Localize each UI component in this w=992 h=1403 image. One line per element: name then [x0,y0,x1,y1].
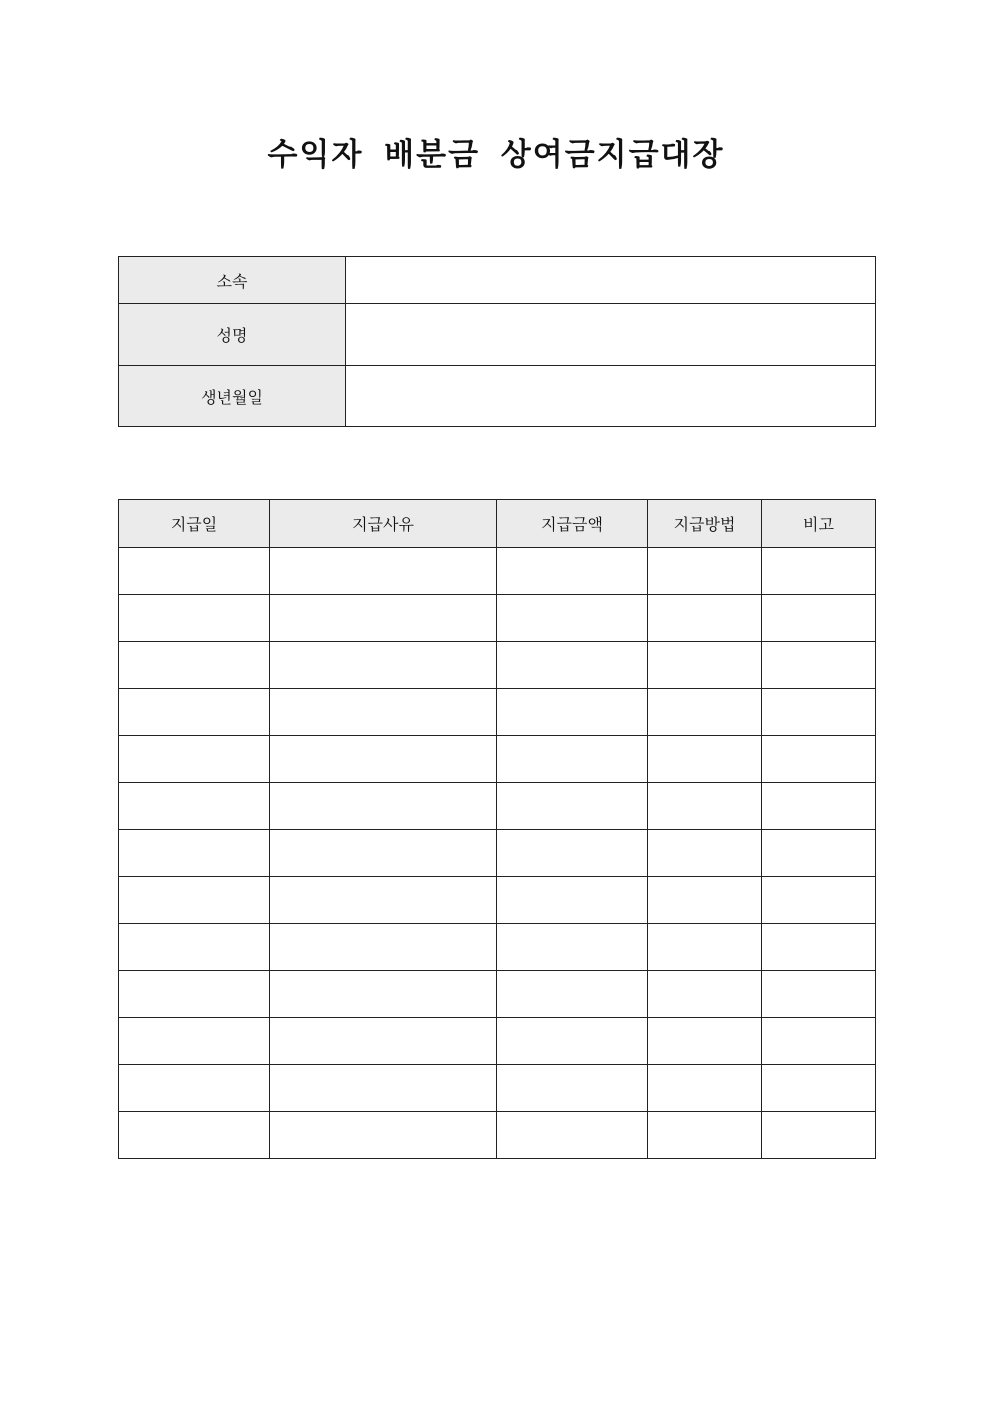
table-row [119,1065,876,1112]
remarks-cell[interactable] [762,1065,876,1112]
payment-amount-cell[interactable] [497,1018,648,1065]
payment-method-cell[interactable] [648,642,762,689]
payment-amount-cell[interactable] [497,971,648,1018]
table-row [119,1112,876,1159]
table-row [119,595,876,642]
table-row [119,830,876,877]
payment-ledger-table [118,499,876,1159]
payment-amount-cell[interactable] [497,830,648,877]
personal-info-table [118,256,876,427]
payment-amount-cell[interactable] [497,689,648,736]
affiliation-label: 소속 [119,257,346,304]
payment-amount-cell[interactable] [497,1065,648,1112]
remarks-cell[interactable] [762,689,876,736]
payment-amount-cell[interactable] [497,736,648,783]
payment-reason-cell[interactable] [270,1018,497,1065]
payment-date-cell[interactable] [119,548,270,595]
remarks-cell[interactable] [762,783,876,830]
table-row [119,1018,876,1065]
payment-date-cell[interactable] [119,736,270,783]
name-value[interactable] [346,304,876,366]
payment-amount-cell[interactable] [497,924,648,971]
payment-reason-cell[interactable] [270,830,497,877]
remarks-cell[interactable] [762,877,876,924]
remarks-cell[interactable] [762,595,876,642]
payment-date-cell[interactable] [119,595,270,642]
payment-method-cell[interactable] [648,830,762,877]
payment-method-cell[interactable] [648,1065,762,1112]
payment-amount-cell[interactable] [497,877,648,924]
payment-method-cell[interactable] [648,1018,762,1065]
payment-reason-cell[interactable] [270,595,497,642]
header-payment-amount: 지급금액 [497,500,648,548]
payment-reason-cell[interactable] [270,548,497,595]
document-title: 수익자 배분금 상여금지급대장 [267,137,725,173]
payment-method-cell[interactable] [648,924,762,971]
table-row [119,736,876,783]
header-payment-date: 지급일 [119,500,270,548]
header-payment-reason: 지급사유 [270,500,497,548]
affiliation-value[interactable] [346,257,876,304]
table-row [119,689,876,736]
payment-reason-cell[interactable] [270,1112,497,1159]
remarks-cell[interactable] [762,1112,876,1159]
payment-date-cell[interactable] [119,1018,270,1065]
payment-reason-cell[interactable] [270,689,497,736]
payment-method-cell[interactable] [648,783,762,830]
payment-reason-cell[interactable] [270,971,497,1018]
remarks-cell[interactable] [762,924,876,971]
ledger-header-row [119,500,876,548]
payment-date-cell[interactable] [119,971,270,1018]
header-remarks: 비고 [762,500,876,548]
table-row [119,548,876,595]
payment-date-cell[interactable] [119,877,270,924]
payment-method-cell[interactable] [648,877,762,924]
payment-amount-cell[interactable] [497,642,648,689]
payment-reason-cell[interactable] [270,642,497,689]
payment-amount-cell[interactable] [497,783,648,830]
payment-method-cell[interactable] [648,1112,762,1159]
remarks-cell[interactable] [762,736,876,783]
payment-date-cell[interactable] [119,642,270,689]
remarks-cell[interactable] [762,971,876,1018]
birthdate-label: 생년월일 [119,366,346,427]
payment-reason-cell[interactable] [270,924,497,971]
remarks-cell[interactable] [762,642,876,689]
remarks-cell[interactable] [762,1018,876,1065]
birthdate-value[interactable] [346,366,876,427]
info-row-name [119,304,876,366]
payment-method-cell[interactable] [648,971,762,1018]
payment-reason-cell[interactable] [270,736,497,783]
payment-date-cell[interactable] [119,1065,270,1112]
name-label: 성명 [119,304,346,366]
table-row [119,783,876,830]
payment-date-cell[interactable] [119,689,270,736]
payment-method-cell[interactable] [648,595,762,642]
header-payment-method: 지급방법 [648,500,762,548]
payment-method-cell[interactable] [648,736,762,783]
payment-amount-cell[interactable] [497,1112,648,1159]
payment-date-cell[interactable] [119,830,270,877]
payment-date-cell[interactable] [119,1112,270,1159]
payment-reason-cell[interactable] [270,877,497,924]
table-row [119,971,876,1018]
remarks-cell[interactable] [762,830,876,877]
payment-amount-cell[interactable] [497,548,648,595]
payment-date-cell[interactable] [119,783,270,830]
table-row [119,924,876,971]
payment-date-cell[interactable] [119,924,270,971]
table-row [119,642,876,689]
payment-amount-cell[interactable] [497,595,648,642]
payment-reason-cell[interactable] [270,783,497,830]
remarks-cell[interactable] [762,548,876,595]
payment-reason-cell[interactable] [270,1065,497,1112]
payment-method-cell[interactable] [648,689,762,736]
table-row [119,877,876,924]
ledger-body [119,548,876,1159]
payment-method-cell[interactable] [648,548,762,595]
info-row-birthdate [119,366,876,427]
info-row-affiliation [119,257,876,304]
